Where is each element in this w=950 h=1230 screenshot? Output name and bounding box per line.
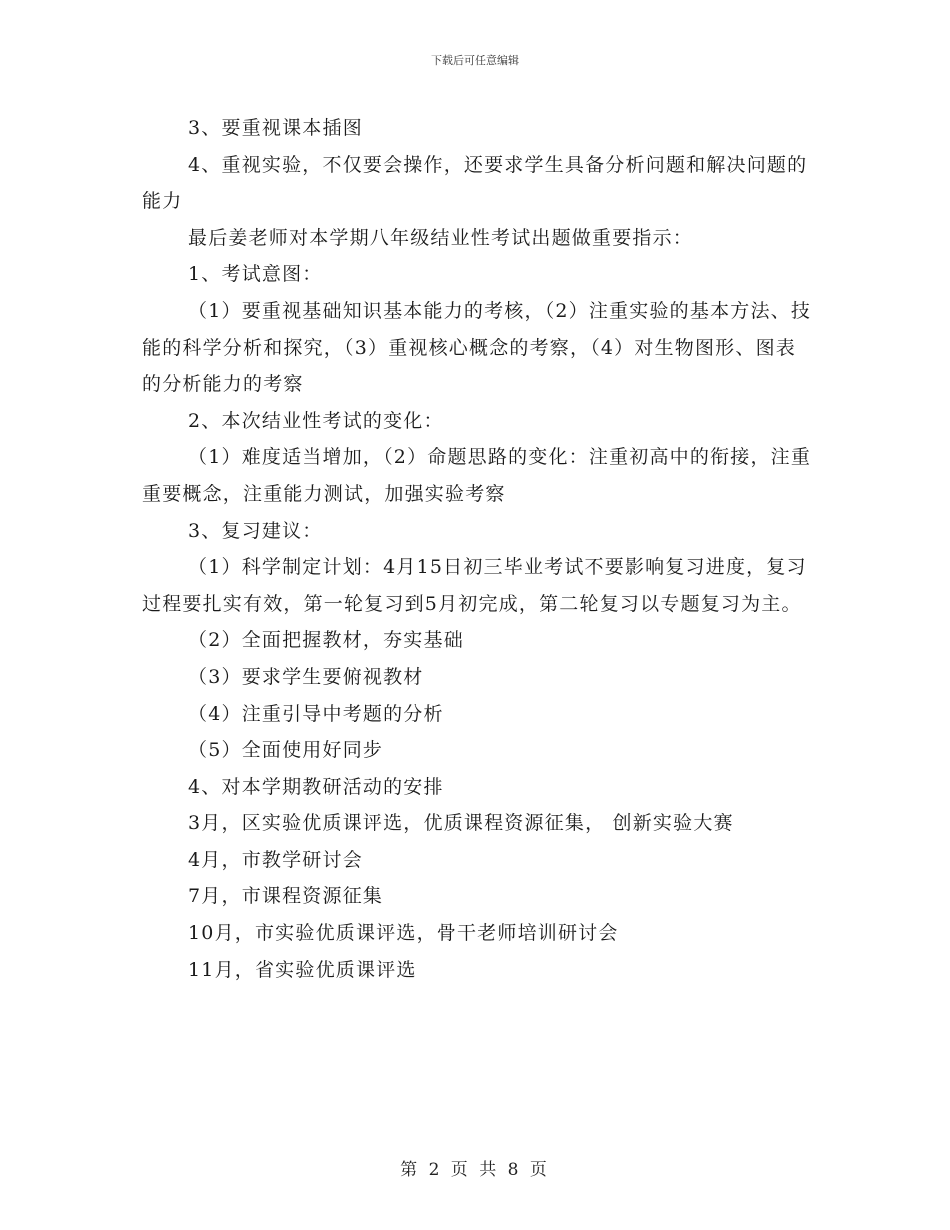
paragraph: （1）难度适当增加，（2）命题思路的变化：注重初高中的衔接，注重重要概念，注重能力测试，加强实验考察	[142, 446, 812, 505]
paragraph: （1）要重视基础知识基本能力的考核，（2）注重实验的基本方法、技能的科学分析和探究，（3）重视核心概念的考察，（4）对生物图形、图表的分析能力的考察	[142, 299, 812, 396]
paragraph: 4、重视实验，不仅要会操作，还要求学生具备分析问题和解决问题的能力	[142, 153, 808, 213]
paragraph: 3、复习建议：	[188, 519, 323, 542]
paragraph: （5）全面使用好同步	[188, 739, 384, 762]
paragraph: 2、本次结业性考试的变化：	[188, 409, 444, 432]
paragraph: （3）要求学生要俯视教材	[188, 665, 424, 688]
paragraph: （2）全面把握教材，夯实基础	[188, 629, 464, 652]
paragraph: 4月，市教学研讨会	[188, 848, 363, 871]
paragraph: 最后姜老师对本学期八年级结业性考试出题做重要指示：	[188, 226, 694, 249]
paragraph: 7月，市课程资源征集	[188, 885, 384, 908]
page-number: 第 2 页 共 8 页	[400, 1160, 550, 1180]
page-header: 下载后可任意编辑	[431, 54, 519, 67]
paragraph: （4）注重引导中考题的分析	[188, 702, 444, 725]
paragraph: 10月，市实验优质课评选，骨干老师培训研讨会	[188, 922, 619, 945]
paragraph: 1、考试意图：	[188, 263, 323, 286]
paragraph: 4、对本学期教研活动的安排	[188, 775, 444, 798]
paragraph: （1）科学制定计划：4月15日初三毕业考试不要影响复习进度，复习过程要扎实有效，第一轮复习到5月初完成，第二轮复习以专题复习为主。	[142, 556, 807, 615]
paragraph: 3月，区实验优质课评选，优质课程资源征集， 创新实验大赛	[188, 812, 734, 835]
paragraph: 11月，省实验优质课评选	[188, 958, 417, 981]
paragraph: 3、要重视课本插图	[188, 117, 363, 139]
document-body	[142, 110, 812, 988]
